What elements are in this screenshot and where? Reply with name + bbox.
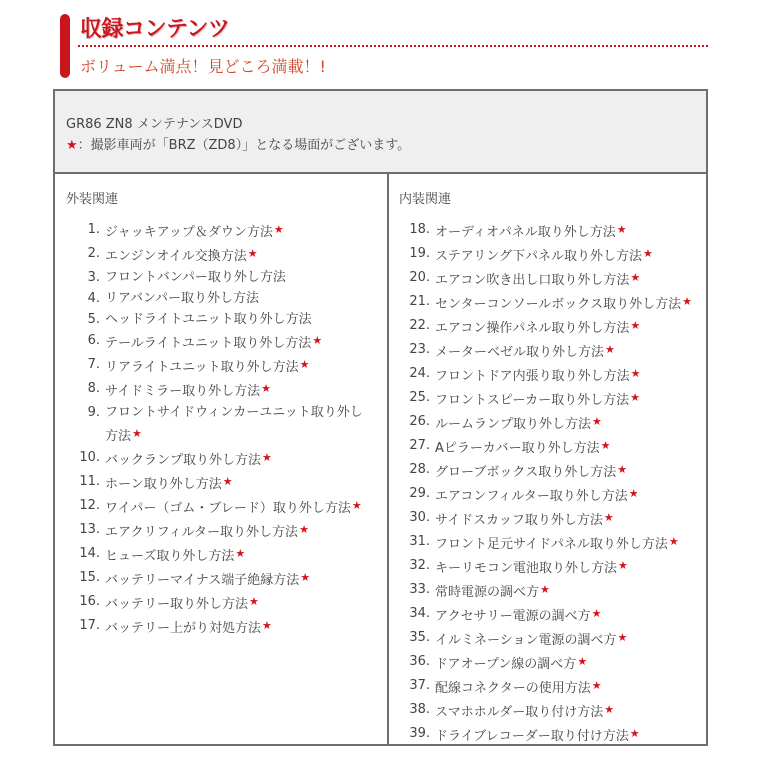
item-label: バッテリー上がり対処方法 xyxy=(105,621,262,636)
item-number: 38. xyxy=(409,702,430,717)
list-item xyxy=(69,519,373,543)
item-number: 22. xyxy=(409,318,430,333)
item-label: メーターベゼル取り外し方法 xyxy=(435,345,605,360)
star-icon: ★ xyxy=(312,334,323,347)
item-label: エアコンフィルター取り外し方法 xyxy=(435,489,628,504)
star-icon: ★ xyxy=(682,295,692,308)
list-item xyxy=(399,267,697,291)
item-label: キーリモコン電池取り外し方法 xyxy=(435,561,618,576)
list-item xyxy=(69,402,373,447)
star-icon: ★ xyxy=(617,463,628,476)
list-item xyxy=(399,483,697,507)
star-icon: ★ xyxy=(66,138,78,153)
star-icon: ★ xyxy=(630,271,641,284)
list-item xyxy=(399,603,697,627)
item-label: アクセサリー電源の調べ方 xyxy=(435,609,591,624)
item-number: 21. xyxy=(409,294,430,309)
item-number: 18. xyxy=(409,222,430,237)
item-number: 4. xyxy=(87,291,100,306)
item-label: リアバンパー取り外し方法 xyxy=(105,291,260,306)
star-icon: ★ xyxy=(299,523,309,536)
item-label: センターコンソールボックス取り外し方法 xyxy=(435,297,682,312)
list-item xyxy=(399,363,697,387)
contents-table xyxy=(53,89,708,746)
list-item xyxy=(399,579,697,603)
item-label: リアライトユニット取り外し方法 xyxy=(105,360,299,375)
list-item xyxy=(399,243,697,267)
star-icon: ★ xyxy=(540,583,550,596)
item-number: 35. xyxy=(409,630,430,645)
item-label: 常時電源の調べ方 xyxy=(435,585,540,600)
item-number: 29. xyxy=(409,486,430,501)
item-number: 30. xyxy=(409,510,430,525)
list-item xyxy=(399,627,697,651)
item-label: Aピラーカバー取り外し方法 xyxy=(435,441,600,456)
star-icon: ★ xyxy=(249,595,259,608)
item-label: ドライブレコーダー取り付け方法 xyxy=(435,729,629,744)
item-number: 8. xyxy=(87,381,100,396)
item-number: 31. xyxy=(409,534,430,549)
exterior-column xyxy=(55,174,389,744)
item-number: 25. xyxy=(409,390,430,405)
list-item xyxy=(399,459,697,483)
item-number: 9. xyxy=(87,405,100,420)
item-number: 7. xyxy=(87,357,100,372)
item-label: エンジンオイル交換方法 xyxy=(105,249,247,264)
item-number: 1. xyxy=(87,222,100,237)
item-number: 32. xyxy=(409,558,430,573)
star-icon: ★ xyxy=(604,703,615,716)
item-label: バックランプ取り外し方法 xyxy=(105,453,262,468)
item-number: 37. xyxy=(409,678,430,693)
item-label: フロントドア内張り取り外し方法 xyxy=(435,369,630,384)
item-label: フロントサイドウィンカーユニット取り外し方法 xyxy=(105,405,363,444)
star-icon: ★ xyxy=(261,382,271,395)
star-icon: ★ xyxy=(617,631,628,644)
star-icon: ★ xyxy=(630,367,641,380)
item-number: 34. xyxy=(409,606,430,621)
item-label: サイドミラー取り外し方法 xyxy=(105,384,261,399)
item-number: 11. xyxy=(79,474,100,489)
item-label: ヘッドライトユニット取り外し方法 xyxy=(105,312,312,327)
heading-divider xyxy=(78,45,708,47)
star-icon: ★ xyxy=(262,451,272,464)
list-item xyxy=(69,543,373,567)
item-number: 28. xyxy=(409,462,430,477)
page-title: 収録コンテンツ xyxy=(80,17,230,42)
item-label: 配線コネクターの使用方法 xyxy=(435,681,591,696)
item-label: スマホホルダー取り付け方法 xyxy=(435,705,604,720)
item-label: ヒューズ取り外し方法 xyxy=(105,549,235,564)
item-number: 12. xyxy=(79,498,100,513)
list-item xyxy=(69,447,373,471)
list-item xyxy=(399,315,697,339)
item-number: 33. xyxy=(409,582,430,597)
list-item xyxy=(69,309,373,330)
star-icon: ★ xyxy=(222,475,233,488)
item-number: 26. xyxy=(409,414,430,429)
list-item xyxy=(69,288,373,309)
item-label: フロントスピーカー取り外し方法 xyxy=(435,393,630,408)
star-icon: ★ xyxy=(642,247,653,260)
star-icon: ★ xyxy=(235,547,246,560)
list-item xyxy=(69,354,373,378)
star-icon: ★ xyxy=(668,535,679,548)
list-item xyxy=(69,615,373,639)
list-item xyxy=(399,435,697,459)
list-item xyxy=(399,699,697,723)
list-item xyxy=(399,291,697,315)
item-number: 20. xyxy=(409,270,430,285)
list-item xyxy=(399,675,697,699)
item-number: 2. xyxy=(87,246,100,261)
list-item xyxy=(399,387,697,411)
item-label: バッテリー取り外し方法 xyxy=(105,597,249,612)
list-item xyxy=(399,507,697,531)
list-item xyxy=(69,567,373,591)
item-number: 16. xyxy=(79,594,100,609)
heading-accent-bar xyxy=(60,14,70,78)
list-item xyxy=(399,555,697,579)
list-item xyxy=(69,267,373,288)
list-item xyxy=(399,651,697,675)
star-icon: ★ xyxy=(629,727,640,740)
interior-heading: 内装関連 xyxy=(399,192,452,207)
item-label: テールライトユニット取り外し方法 xyxy=(105,336,312,351)
item-number: 10. xyxy=(79,450,100,465)
item-number: 6. xyxy=(87,333,100,348)
star-icon: ★ xyxy=(299,358,310,371)
star-icon: ★ xyxy=(600,439,611,452)
star-icon: ★ xyxy=(247,247,258,260)
list-item xyxy=(69,495,373,519)
item-number: 23. xyxy=(409,342,430,357)
star-icon: ★ xyxy=(132,427,142,440)
item-label: ステアリング下パネル取り外し方法 xyxy=(435,249,642,264)
item-label: フロント足元サイドパネル取り外し方法 xyxy=(435,537,668,552)
item-label: ホーン取り外し方法 xyxy=(105,477,222,492)
star-icon: ★ xyxy=(628,487,639,500)
list-item xyxy=(69,330,373,354)
item-label: イルミネーション電源の調べ方 xyxy=(435,633,617,648)
star-icon: ★ xyxy=(603,511,614,524)
list-item xyxy=(399,723,697,747)
item-label: ルームランプ取り外し方法 xyxy=(435,417,592,432)
item-number: 27. xyxy=(409,438,430,453)
item-label: グローブボックス取り外し方法 xyxy=(435,465,617,480)
list-item xyxy=(69,591,373,615)
item-label: エアコン操作パネル取り外し方法 xyxy=(435,321,630,336)
item-label: エアクリフィルター取り外し方法 xyxy=(105,525,299,540)
star-icon: ★ xyxy=(591,679,602,692)
item-label: ドアオープン線の調べ方 xyxy=(435,657,577,672)
item-number: 24. xyxy=(409,366,430,381)
star-icon: ★ xyxy=(300,571,311,584)
star-icon: ★ xyxy=(605,343,615,356)
item-label: オーディオパネル取り外し方法 xyxy=(435,225,616,240)
star-icon: ★ xyxy=(618,559,628,572)
list-item xyxy=(399,219,697,243)
exterior-heading: 外装関連 xyxy=(66,192,119,207)
item-number: 36. xyxy=(409,654,430,669)
exterior-list xyxy=(69,219,373,639)
list-item xyxy=(399,411,697,435)
interior-list xyxy=(399,219,697,747)
product-info xyxy=(55,91,706,174)
star-icon: ★ xyxy=(630,319,641,332)
list-item xyxy=(69,243,373,267)
list-item xyxy=(69,471,373,495)
item-number: 5. xyxy=(87,312,100,327)
interior-column xyxy=(389,174,706,744)
item-label: フロントバンパー取り外し方法 xyxy=(105,270,286,285)
item-label: バッテリーマイナス端子絶縁方法 xyxy=(105,573,300,588)
item-number: 14. xyxy=(79,546,100,561)
star-icon: ★ xyxy=(351,499,362,512)
item-number: 3. xyxy=(87,270,100,285)
item-label: ジャッキアップ＆ダウン方法 xyxy=(105,225,273,240)
list-item xyxy=(399,339,697,363)
star-icon: ★ xyxy=(273,223,284,236)
item-number: 13. xyxy=(79,522,100,537)
list-item xyxy=(69,219,373,243)
star-icon: ★ xyxy=(592,415,602,428)
item-label: エアコン吹き出し口取り外し方法 xyxy=(435,273,630,288)
filming-note xyxy=(66,134,410,153)
page-subtitle: ボリューム満点！見どころ満載！! xyxy=(80,57,326,76)
item-number: 17. xyxy=(79,618,100,633)
list-item xyxy=(399,531,697,555)
item-number: 19. xyxy=(409,246,430,261)
star-icon: ★ xyxy=(591,607,602,620)
star-icon: ★ xyxy=(616,223,627,236)
star-icon: ★ xyxy=(262,619,272,632)
star-icon: ★ xyxy=(577,655,588,668)
item-number: 15. xyxy=(79,570,100,585)
item-label: ワイパー（ゴム・ブレード）取り外し方法 xyxy=(105,501,351,516)
item-number: 39. xyxy=(409,726,430,741)
list-item xyxy=(69,378,373,402)
item-label: サイドスカッフ取り外し方法 xyxy=(435,513,603,528)
filming-note-text: ：撮影車両が「BRZ（ZD8）」となる場面がございます。 xyxy=(77,138,411,153)
star-icon: ★ xyxy=(630,391,640,404)
product-name: GR86 ZN8 メンテナンスDVD xyxy=(66,117,243,132)
